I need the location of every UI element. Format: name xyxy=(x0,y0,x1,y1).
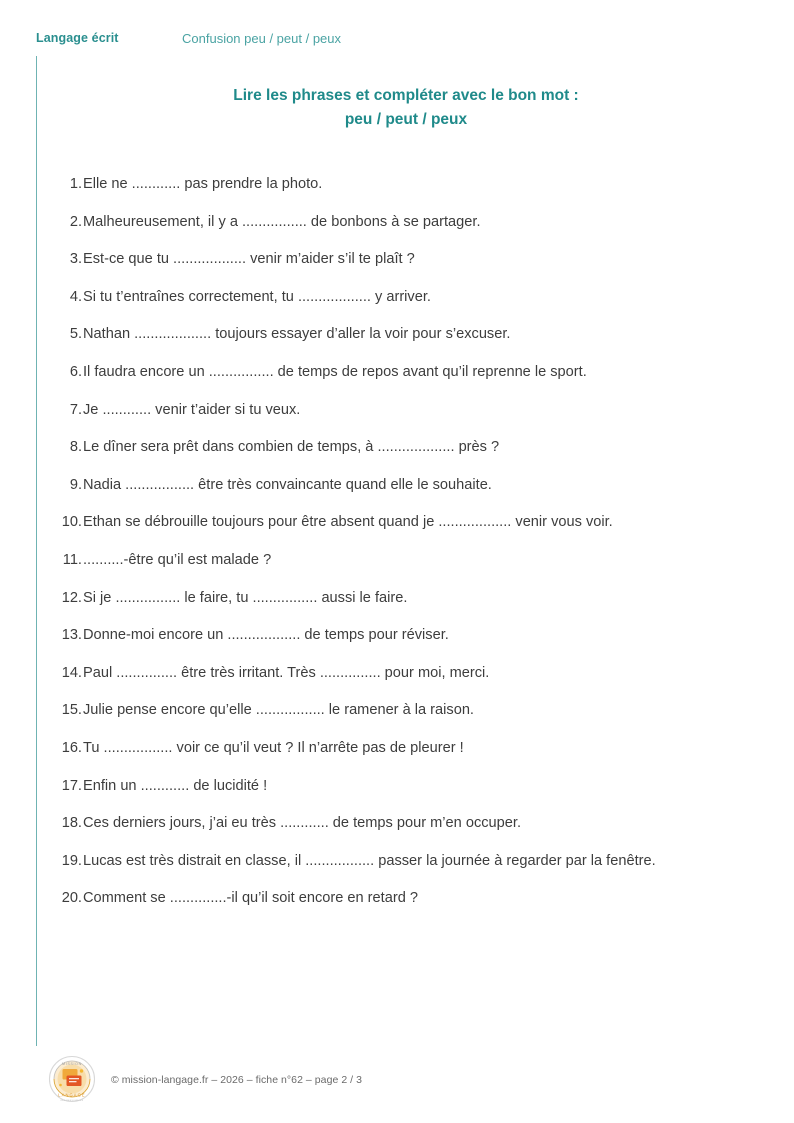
exercise-sentence[interactable]: Nadia ................. être très convaincante quand elle le souhaite. xyxy=(83,476,492,493)
exercise-number: 7. xyxy=(69,401,82,418)
exercise-number: 1. xyxy=(69,176,82,192)
exercise-item xyxy=(52,587,758,609)
exercise-item xyxy=(52,737,758,759)
exercise-number: 10. xyxy=(61,514,82,531)
header-category-label: Langage écrit xyxy=(36,31,119,45)
exercise-item xyxy=(52,436,758,458)
svg-text:MISSION: MISSION xyxy=(62,1062,82,1067)
exercise-item xyxy=(52,775,758,797)
exercise-sentence[interactable]: Donne-moi encore un .................. de temps pour réviser. xyxy=(83,627,449,644)
footer-credit-text: © mission-langage.fr – 2026 – fiche n°62 – page 2 / 3 xyxy=(111,1074,362,1086)
exercise-sentence[interactable]: Ces derniers jours, j’ai eu très ............ de temps pour m’en occuper. xyxy=(83,815,522,832)
exercise-item xyxy=(52,511,758,533)
svg-text:DES RESSOURCES: DES RESSOURCES xyxy=(60,1099,84,1102)
exercise-list xyxy=(52,173,758,925)
exercise-sentence[interactable]: Elle ne ............ pas prendre la photo. xyxy=(83,176,323,192)
page-title-line-2: peu / peut / peux xyxy=(344,110,468,128)
exercise-item xyxy=(52,474,758,496)
exercise-sentence[interactable]: ..........-être qu’il est malade ? xyxy=(83,551,272,568)
svg-text:LANGAGE: LANGAGE xyxy=(58,1092,86,1098)
page-title xyxy=(70,84,742,131)
exercise-item xyxy=(52,699,758,721)
page-header xyxy=(0,31,794,59)
exercise-number: 4. xyxy=(69,288,82,305)
exercise-number: 13. xyxy=(61,627,82,644)
exercise-item xyxy=(52,173,758,195)
header-theme-label: Confusion peu / peut / peux xyxy=(182,31,342,46)
exercise-number: 16. xyxy=(61,739,82,756)
exercise-item xyxy=(52,248,758,270)
exercise-item xyxy=(52,812,758,834)
exercise-item xyxy=(52,323,758,345)
exercise-item xyxy=(52,211,758,233)
exercise-number: 14. xyxy=(61,664,82,681)
exercise-sentence[interactable]: Julie pense encore qu’elle ................. le ramener à la raison. xyxy=(83,702,474,719)
exercise-item xyxy=(52,361,758,383)
exercise-sentence[interactable]: Il faudra encore un ................ de temps de repos avant qu’il reprenne le sport. xyxy=(83,363,587,380)
exercise-number: 11. xyxy=(62,551,82,568)
exercise-sentence[interactable]: Tu ................. voir ce qu’il veut ? Il n’arrête pas de pleurer ! xyxy=(83,739,464,756)
exercise-sentence[interactable]: Malheureusement, il y a ................ de bonbons à se partager. xyxy=(83,213,481,230)
exercise-sentence[interactable]: Si je ................ le faire, tu ................ aussi le faire. xyxy=(83,589,408,606)
exercise-item xyxy=(52,850,758,872)
exercise-number: 6. xyxy=(69,363,82,380)
exercise-sentence[interactable]: Comment se ..............-il qu’il soit encore en retard ? xyxy=(83,890,418,907)
exercise-sentence[interactable]: Si tu t’entraînes correctement, tu .................. y arriver. xyxy=(83,288,431,305)
exercise-sentence[interactable]: Ethan se débrouille toujours pour être absent quand je .................. venir vous voir. xyxy=(83,514,613,531)
exercise-number: 17. xyxy=(61,777,82,794)
page-footer xyxy=(47,1054,747,1112)
exercise-number: 8. xyxy=(69,439,82,456)
exercise-item xyxy=(52,887,758,909)
exercise-sentence[interactable]: Nathan ................... toujours essayer d’aller la voir pour s’excuser. xyxy=(83,326,511,343)
exercise-item xyxy=(52,286,758,308)
exercise-item xyxy=(52,662,758,684)
exercise-number: 20. xyxy=(61,890,82,907)
exercise-sentence[interactable]: Le dîner sera prêt dans combien de temps, à ................... près ? xyxy=(83,439,500,456)
exercise-number: 15. xyxy=(61,702,82,719)
left-margin-rule xyxy=(36,56,37,1046)
mission-langage-logo-icon xyxy=(47,1054,97,1104)
exercise-item xyxy=(52,624,758,646)
exercise-sentence[interactable]: Paul ............... être très irritant. Très ............... pour moi, merci. xyxy=(83,664,490,681)
exercise-number: 9. xyxy=(69,476,82,493)
exercise-number: 18. xyxy=(61,815,82,832)
page-title-line-1: Lire les phrases et compléter avec le bon mot : xyxy=(233,87,579,104)
exercise-sentence[interactable]: Est-ce que tu .................. venir m’aider s’il te plaît ? xyxy=(83,251,415,268)
exercise-sentence[interactable]: Lucas est très distrait en classe, il ................. passer la journée à regarder par la fenêtre. xyxy=(83,852,656,869)
exercise-number: 5. xyxy=(69,326,82,343)
exercise-item xyxy=(52,399,758,421)
exercise-number: 12. xyxy=(61,589,82,606)
exercise-sentence[interactable]: Je ............ venir t’aider si tu veux. xyxy=(83,401,301,418)
exercise-number: 3. xyxy=(69,251,82,268)
exercise-item xyxy=(52,549,758,571)
exercise-number: 19. xyxy=(61,852,82,869)
exercise-sentence[interactable]: Enfin un ............ de lucidité ! xyxy=(83,777,268,794)
exercise-number: 2. xyxy=(69,213,82,230)
